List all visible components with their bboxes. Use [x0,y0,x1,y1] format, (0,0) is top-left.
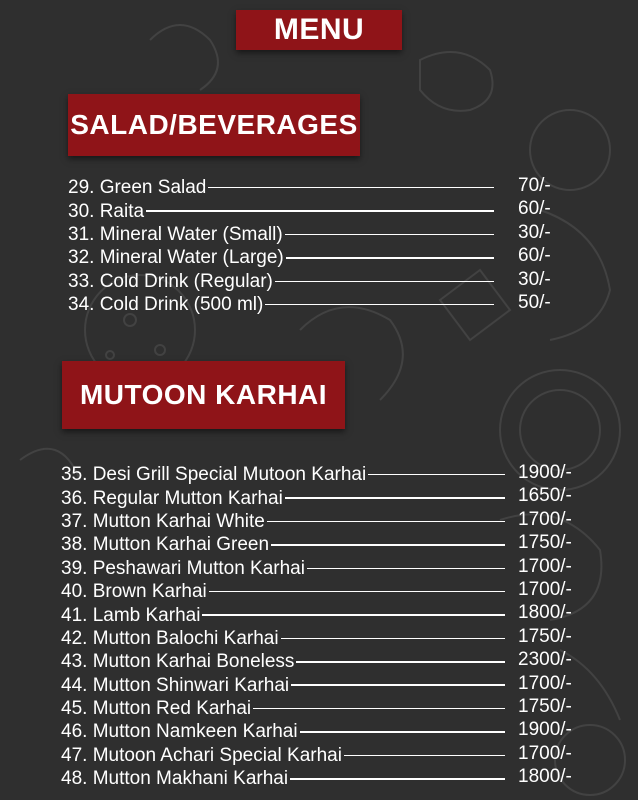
menu-item [61,485,572,509]
menu-item [68,175,551,199]
item-price: 50/- [518,291,551,313]
item-name: 42. Mutton Balochi Karhai [61,627,279,649]
dotted-leader [209,591,505,593]
item-price: 2300/- [518,649,572,671]
menu-item [61,508,572,533]
dotted-leader [253,708,505,710]
menu-item [68,245,551,269]
section-title-mutoon-karhai: MUTOON KARHAI [62,361,345,429]
item-name: 46. Mutton Namkeen Karhai [61,721,298,743]
dotted-leader [271,544,505,546]
dotted-leader [285,497,505,499]
menu-item [61,602,572,626]
menu-item [61,532,572,556]
item-name: 43. Mutton Karhai Boneless [61,651,295,673]
item-name: 29. Green Salad [68,177,207,199]
mutoon-karhai-list [61,462,572,790]
dotted-leader [368,474,505,476]
dotted-leader [296,661,505,663]
item-name: 35. Desi Grill Special Mutoon Karhai [61,464,367,486]
item-price: 1750/- [518,695,572,717]
dotted-leader [344,755,505,757]
menu-item [61,555,572,580]
item-price: 30/- [518,221,551,243]
menu-item [61,766,572,790]
item-price: 1700/- [518,508,572,530]
item-name: 30. Raita [68,200,145,222]
item-price: 1800/- [518,602,572,624]
dotted-leader [290,778,505,780]
item-name: 47. Mutoon Achari Special Karhai [61,744,342,766]
item-name: 37. Mutton Karhai White [61,510,265,532]
dotted-leader [307,568,505,570]
item-price: 1700/- [518,555,572,577]
item-name: 33. Cold Drink (Regular) [68,270,273,292]
item-name: 39. Peshawari Mutton Karhai [61,557,305,579]
item-price: 1700/- [518,742,572,764]
item-price: 1800/- [518,766,572,788]
menu-item [61,672,572,697]
item-price: 1700/- [518,672,572,694]
dotted-leader [208,187,494,189]
menu-item [68,221,551,246]
item-name: 34. Cold Drink (500 ml) [68,294,264,316]
dotted-leader [300,731,505,733]
item-name: 38. Mutton Karhai Green [61,534,270,556]
menu-item [68,268,551,293]
menu-item [61,649,572,673]
menu-item [61,625,572,650]
menu-item [61,719,572,743]
dotted-leader [275,281,494,283]
item-price: 1750/- [518,532,572,554]
item-price: 60/- [518,198,551,220]
section-title-salad-beverages: SALAD/BEVERAGES [68,94,360,156]
menu-item [68,198,551,222]
dotted-leader [285,234,494,236]
item-price: 70/- [518,175,551,196]
item-price: 1700/- [518,578,572,600]
dotted-leader [202,614,505,616]
item-name: 31. Mineral Water (Small) [68,223,283,245]
item-name: 41. Lamb Karhai [61,604,201,626]
menu-item [68,291,551,316]
item-price: 1650/- [518,485,572,507]
dotted-leader [281,638,505,640]
dotted-leader [265,304,494,306]
item-name: 36. Regular Mutton Karhai [61,487,283,509]
menu-item [61,742,572,767]
dotted-leader [291,684,505,686]
menu-item [61,462,572,486]
menu-title-banner: MENU [236,10,402,50]
item-price: 30/- [518,268,551,290]
item-name: 45. Mutton Red Karhai [61,698,252,720]
item-name: 40. Brown Karhai [61,581,207,603]
menu-item [61,695,572,720]
item-price: 60/- [518,245,551,267]
item-name: 48. Mutton Makhani Karhai [61,768,289,790]
item-price: 1750/- [518,625,572,647]
item-name: 44. Mutton Shinwari Karhai [61,674,290,696]
dotted-leader [267,521,505,523]
menu-item [61,578,572,603]
dotted-leader [286,257,494,259]
dotted-leader [146,210,494,212]
item-price: 1900/- [518,462,572,483]
salad-beverages-list [68,175,551,316]
item-name: 32. Mineral Water (Large) [68,247,284,269]
item-price: 1900/- [518,719,572,741]
